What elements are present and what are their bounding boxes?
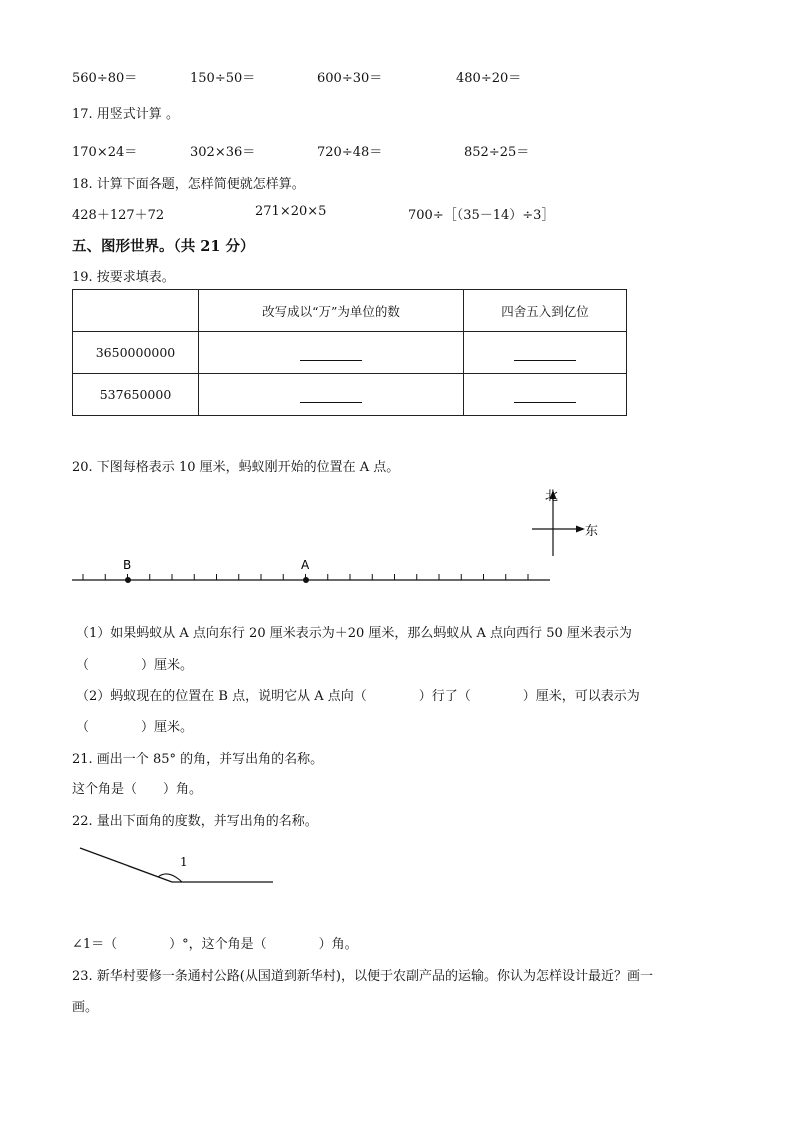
q18-title: 18. 计算下面各题，怎样简便就怎样算。 xyxy=(72,177,305,192)
q16-item-2: 150÷50＝ xyxy=(190,71,256,86)
q16-item-4: 480÷20＝ xyxy=(456,71,522,86)
q23-line2: 画。 xyxy=(72,1000,99,1015)
compass-north-label: 北 xyxy=(545,489,559,504)
answer-blank[interactable] xyxy=(514,388,576,403)
answer-blank[interactable] xyxy=(514,346,576,361)
q22-answer: ∠1＝（ ）°，这个角是（ ）角。 xyxy=(72,937,358,952)
table-row xyxy=(73,332,627,374)
q17-item-2: 302×36＝ xyxy=(190,145,256,160)
point-a xyxy=(303,577,309,583)
q18-item-2: 271×20×5 xyxy=(255,204,327,219)
point-b xyxy=(125,577,131,583)
q18-item-3: 700÷［（35－14）÷3］ xyxy=(408,208,555,223)
section-heading: 五、图形世界。（共 21 分） xyxy=(72,238,255,255)
answer-blank-cell[interactable] xyxy=(464,332,627,374)
answer-blank[interactable] xyxy=(300,346,362,361)
compass-east-label: 东 xyxy=(585,524,599,539)
row-number: 3650000000 xyxy=(73,332,199,374)
point-a-label: A xyxy=(301,558,310,572)
answer-blank-cell[interactable] xyxy=(199,374,464,416)
header-cell-wan: 改写成以“万”为单位的数 xyxy=(199,290,464,332)
answer-blank-cell[interactable] xyxy=(464,374,627,416)
q16-item-1: 560÷80＝ xyxy=(72,71,138,86)
table-header-row xyxy=(73,290,627,332)
point-b-label: B xyxy=(123,558,132,572)
q23-line1: 23. 新华村要修一条通村公路(从国道到新华村)，以便于农副产品的运输。你认为怎样设计最近？画一 xyxy=(72,969,653,984)
q17-item-4: 852÷25＝ xyxy=(464,145,530,160)
q17-title: 17. 用竖式计算 。 xyxy=(72,107,179,122)
q20-sub1-line2: （ ）厘米。 xyxy=(76,658,194,673)
header-cell-round: 四舍五入到亿位 xyxy=(464,290,627,332)
q21-answer: 这个角是（ ）角。 xyxy=(72,782,203,797)
q22-title: 22. 量出下面角的度数，并写出角的名称。 xyxy=(72,814,318,829)
angle-diagram xyxy=(0,838,300,898)
q19-table xyxy=(72,289,627,416)
q20-title: 20. 下图每格表示 10 厘米，蚂蚁刚开始的位置在 A 点。 xyxy=(72,460,400,475)
angle-label: 1 xyxy=(180,855,188,869)
answer-blank[interactable] xyxy=(300,388,362,403)
header-cell-empty xyxy=(73,290,199,332)
number-line-diagram xyxy=(0,480,794,600)
q16-item-3: 600÷30＝ xyxy=(317,71,383,86)
q18-item-1: 428＋127＋72 xyxy=(72,208,165,223)
row-number: 537650000 xyxy=(73,374,199,416)
q20-sub1-line1: （1）如果蚂蚁从 A 点向东行 20 厘米表示为＋20 厘米，那么蚂蚁从 A 点向西行 50 厘米表示为 xyxy=(76,626,632,641)
table-row xyxy=(73,374,627,416)
q20-sub2-line2: （ ）厘米。 xyxy=(76,720,194,735)
answer-blank-cell[interactable] xyxy=(199,332,464,374)
q21-title: 21. 画出一个 85° 的角，并写出角的名称。 xyxy=(72,752,324,767)
q19-title: 19. 按要求填表。 xyxy=(72,270,175,285)
east-arrow-icon xyxy=(576,526,585,533)
q20-sub2-line1: （2）蚂蚁现在的位置在 B 点，说明它从 A 点向（ ）行了（ ）厘米，可以表示为 xyxy=(76,689,640,704)
q17-item-1: 170×24＝ xyxy=(72,145,138,160)
q17-item-3: 720÷48＝ xyxy=(317,145,383,160)
